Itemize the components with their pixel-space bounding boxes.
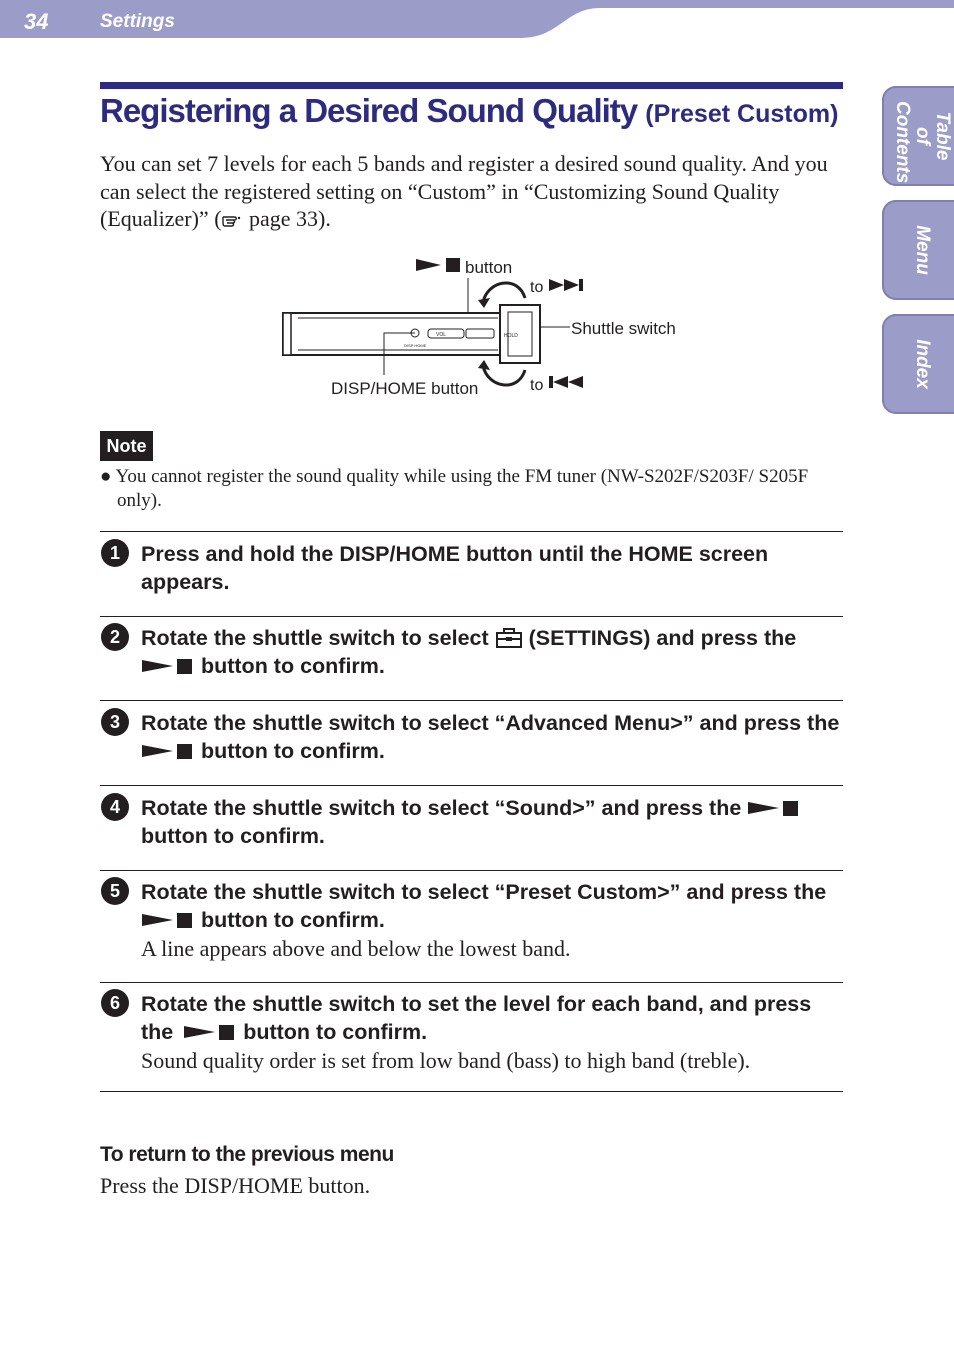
step-text: Rotate the shuttle switch to select “Advanced Menu>” and press the [141, 711, 840, 735]
toolbox-settings-icon [495, 625, 523, 649]
play-stop-icon [141, 911, 195, 929]
device-hold-label: HOLD [504, 333, 518, 339]
step-text: Rotate the shuttle switch to select [141, 626, 495, 650]
step-text: Rotate the shuttle switch to set the level for each band, and press the [141, 992, 812, 1044]
step-subtext: Sound quality order is set from low band (bass) to high band (treble). [141, 1048, 751, 1073]
step-number: 5 [101, 877, 129, 905]
tab-label: Table of Contents [892, 101, 953, 184]
note-label: Note [100, 431, 153, 461]
play-stop-icon [416, 258, 460, 272]
page-number: 34 [24, 9, 49, 34]
play-button-label: button [465, 258, 513, 277]
to-next-label: to [530, 279, 544, 296]
section-title: Settings [100, 11, 175, 32]
bullet: ● [100, 466, 116, 487]
divider [100, 870, 843, 871]
title-sub: (Preset Custom) [645, 100, 839, 128]
intro-paragraph [100, 150, 845, 233]
step-text: button to confirm. [195, 908, 385, 932]
to-prev-label: to [530, 377, 544, 394]
note-text [100, 465, 847, 513]
next-track-icon [549, 279, 583, 291]
page-title [100, 92, 838, 130]
play-stop-icon [141, 657, 195, 675]
play-stop-icon [747, 799, 801, 817]
step-3 [141, 709, 846, 765]
divider [100, 531, 843, 532]
play-stop-icon [183, 1023, 237, 1041]
return-heading: To return to the previous menu [100, 1143, 394, 1166]
step-number: 3 [101, 708, 129, 736]
step-text: button to confirm. [195, 739, 385, 763]
play-stop-icon [141, 742, 195, 760]
step-number: 2 [101, 623, 129, 651]
page-header [0, 0, 954, 40]
divider [100, 785, 843, 786]
tab-label: Index [912, 339, 933, 389]
step-text: Rotate the shuttle switch to select “Preset Custom>” and press the [141, 880, 827, 904]
step-text: button to confirm. [195, 654, 385, 678]
step-5 [141, 878, 846, 964]
divider [100, 616, 843, 617]
divider [100, 982, 843, 983]
title-main: Registering a Desired Sound Quality [100, 92, 638, 129]
step-subtext: A line appears above and below the lowest band. [141, 936, 571, 961]
step-text: (SETTINGS) and press the [522, 626, 797, 650]
tab-table-of-contents[interactable] [882, 86, 954, 186]
step-number: 1 [101, 539, 129, 567]
step-text: Rotate the shuttle switch to select “Sound>” and press the [141, 796, 748, 820]
device-vol-label: VOL [436, 332, 447, 338]
tab-menu[interactable] [882, 200, 954, 300]
step-text: button to confirm. [141, 824, 325, 848]
step-4 [141, 794, 846, 850]
tab-label: Menu [912, 225, 933, 275]
device-disp-home-label: DISP HOME [404, 343, 427, 348]
shuttle-switch-label: Shuttle switch [571, 319, 676, 338]
step-2 [141, 624, 846, 680]
step-text: Press and hold the DISP/HOME button until the HOME screen appears. [141, 542, 769, 594]
return-body: Press the DISP/HOME button. [100, 1173, 371, 1198]
intro-text-before: You can set 7 levels for each 5 bands and register a desired sound quality. And you can select the registered setting on “Custom” in “Customizing Sound Quality (Equalizer)” ( [100, 151, 828, 231]
step-number: 4 [101, 793, 129, 821]
step-text: button to confirm. [237, 1020, 428, 1044]
divider [100, 1091, 843, 1092]
intro-text-after: page 33). [243, 206, 331, 231]
title-rule [100, 82, 843, 89]
previous-track-icon [549, 376, 583, 388]
divider [100, 700, 843, 701]
pointing-hand-icon [222, 212, 244, 228]
step-number: 6 [101, 989, 129, 1017]
step-6 [141, 990, 846, 1076]
device-diagram [270, 250, 690, 410]
tab-index[interactable] [882, 314, 954, 414]
note-body: You cannot register the sound quality while using the FM tuner (NW-S202F/S203F/ S205F only). [115, 466, 809, 511]
step-1 [141, 540, 846, 596]
disp-home-label: DISP/HOME button [331, 379, 479, 398]
